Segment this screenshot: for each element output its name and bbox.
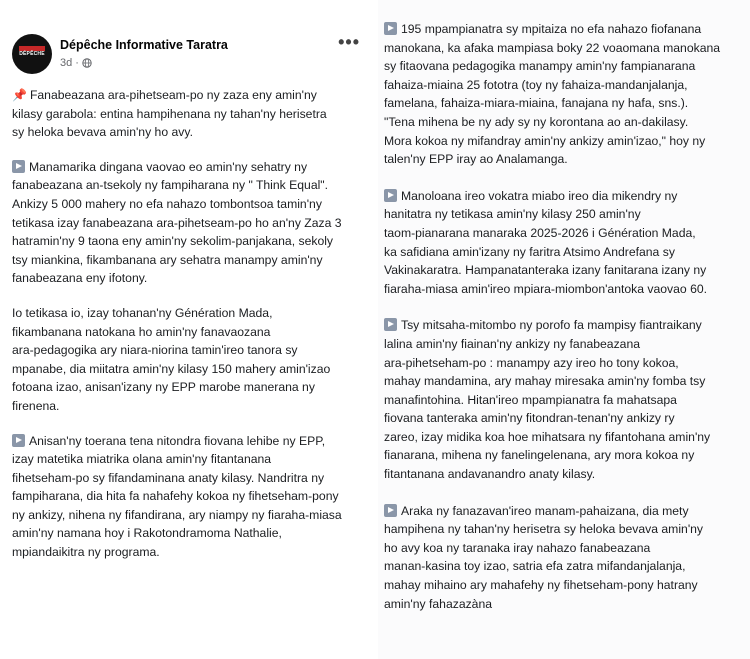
play-icon xyxy=(12,434,25,447)
post-paragraph xyxy=(384,187,746,299)
play-icon xyxy=(384,504,397,517)
post-paragraph xyxy=(12,86,368,142)
paragraph-text: Araka ny fanazavan'ireo manam-pahaizana, dia mety hampihena ny tahan'ny herisetra sy heloka bevava amin'ny ho avy koa ny taranaka iray nahazo fanabeazana manan-kasina toy izao, satria efa zatra mifandanjalanja, mahay mihaino ary mahafehy ny fihetseham-pony hatrany amin'ny fahazazàna xyxy=(384,503,704,611)
post-paragraph xyxy=(12,158,368,288)
play-icon xyxy=(384,318,397,331)
post-paragraph xyxy=(384,502,746,614)
post-paragraph xyxy=(384,20,746,169)
paragraph-text: 195 mpampianatra sy mpitaiza no efa nahazo fiofanana manokana, ka afaka mampiasa boky 22 voaomana manokana sy fitaovana pedagogika manampy amin'ny fampianarana fahaiza-miaina 25 fototra (toy ny fahaiza-mandanjalanja, famelana, fahaiza-miara-miaina, fanajana ny hafa, sns.). "Tena mihena be ny ady sy ny korontana ao an-dakilasy. Mora kokoa ny mifandray amin'ny ankizy amin'izao," hoy ny talen'ny EPP iray ao Analamanga. xyxy=(384,22,721,167)
page-name[interactable]: Dépêche Informative Taratra xyxy=(60,38,228,52)
post-card-left xyxy=(0,0,372,659)
post-body-left xyxy=(12,86,368,578)
paragraph-text: Manoloana ireo vokatra miabo ireo dia mikendry ny hanitatra ny tetikasa amin'ny kilasy 250 amin'ny taom-pianarana manaraka 2025-2026 i Génération Mada, ka safidiana amin'izany ny faritra Atsimo Andrefana sy Vakinakaratra. Hampanatanteraka izany fanitarana izany ny fiaraha-miasa amin'ireo mpiara-miombon'antoka vaovao 60. xyxy=(384,188,708,296)
post-meta xyxy=(60,57,92,69)
post-header xyxy=(12,30,364,76)
paragraph-text: Io tetikasa io, izay tohanan'ny Génération Mada, fikambanana natokana ho amin'ny fanavaozana ara-pedagogika ary niara-niorina tamin'ireo tanora sy mpanabe, dia miitatra amin'ny kilasy 150 mahery amin'izao fotoana izao, anisan'izany ny EPP marobe manerana ny firenena. xyxy=(12,305,331,413)
avatar-logo-text: DÉPÊCHE xyxy=(19,51,45,57)
avatar[interactable] xyxy=(12,34,52,74)
post-paragraph xyxy=(12,304,368,416)
meta-separator: · xyxy=(75,57,79,69)
paragraph-text: Manamarika dingana vaovao eo amin'ny sehatry ny fanabeazana an-tsekoly ny fampiharana ny " Think Equal". Ankizy 5 000 mahery no efa nahazo tombontsoa tamin'ny tetikasa izay fanabeazana ara-pihetseam-po ho an'ny Zaza 3 hatramin'ny 9 taona eny amin'ny sekolim-panjakana, sekoly tsy miankina, fikambanana ary sehatra manampy amin'ny fanabeazana eny ifotony. xyxy=(12,159,342,286)
globe-icon xyxy=(82,58,92,68)
pin-icon: 📌 xyxy=(12,88,27,102)
more-options-button[interactable]: ••• xyxy=(338,32,360,52)
post-card-right xyxy=(378,0,750,659)
post-body-right xyxy=(384,20,746,631)
paragraph-text: Fanabeazana ara-pihetseam-po ny zaza eny amin'ny kilasy garabola: entina hampihenana ny tahan'ny herisetra sy heloka bevava amin'ny ho avy. xyxy=(12,88,327,140)
play-icon xyxy=(384,22,397,35)
paragraph-text: Tsy mitsaha-mitombo ny porofo fa mampisy fiantraikany lalina amin'ny fiainan'ny ankizy ny fanabeazana ara-pihetseham-po : manampy azy ireo ho tony kokoa, mahay mandamina, ary mahay miresaka amin'ny fomba tsy manafintohina. Hitan'ireo mpampianatra fa mahatsapa fiovana tanteraka amin'ny fitondran-tenan'ny ankizy ry zareo, izay midika koa hoe mihatsara ny fifantohana amin'ny fianarana, mihena ny fanelingelenana, ary mora kokoa ny fitantanana andavanandro anaty kilasy. xyxy=(384,318,711,482)
play-icon xyxy=(12,160,25,173)
post-paragraph xyxy=(384,316,746,483)
paragraph-text: Anisan'ny toerana tena nitondra fiovana lehibe ny EPP, izay matetika miatrika olana amin'ny fitantanana fihetseham-po sy fifandaminana anaty kilasy. Nandritra ny fampiharana, dia hita fa nahafehy kokoa ny fihetseham-pony ny ankizy, nihena ny fifandirana, ary niampy ny fiaraha-miasa amin'ny namana hoy i Rakotondramoma Nathalie, mpiandaikitra ny programa. xyxy=(12,433,342,560)
post-age[interactable]: 3d xyxy=(60,57,73,69)
play-icon xyxy=(384,189,397,202)
post-paragraph xyxy=(12,432,368,562)
